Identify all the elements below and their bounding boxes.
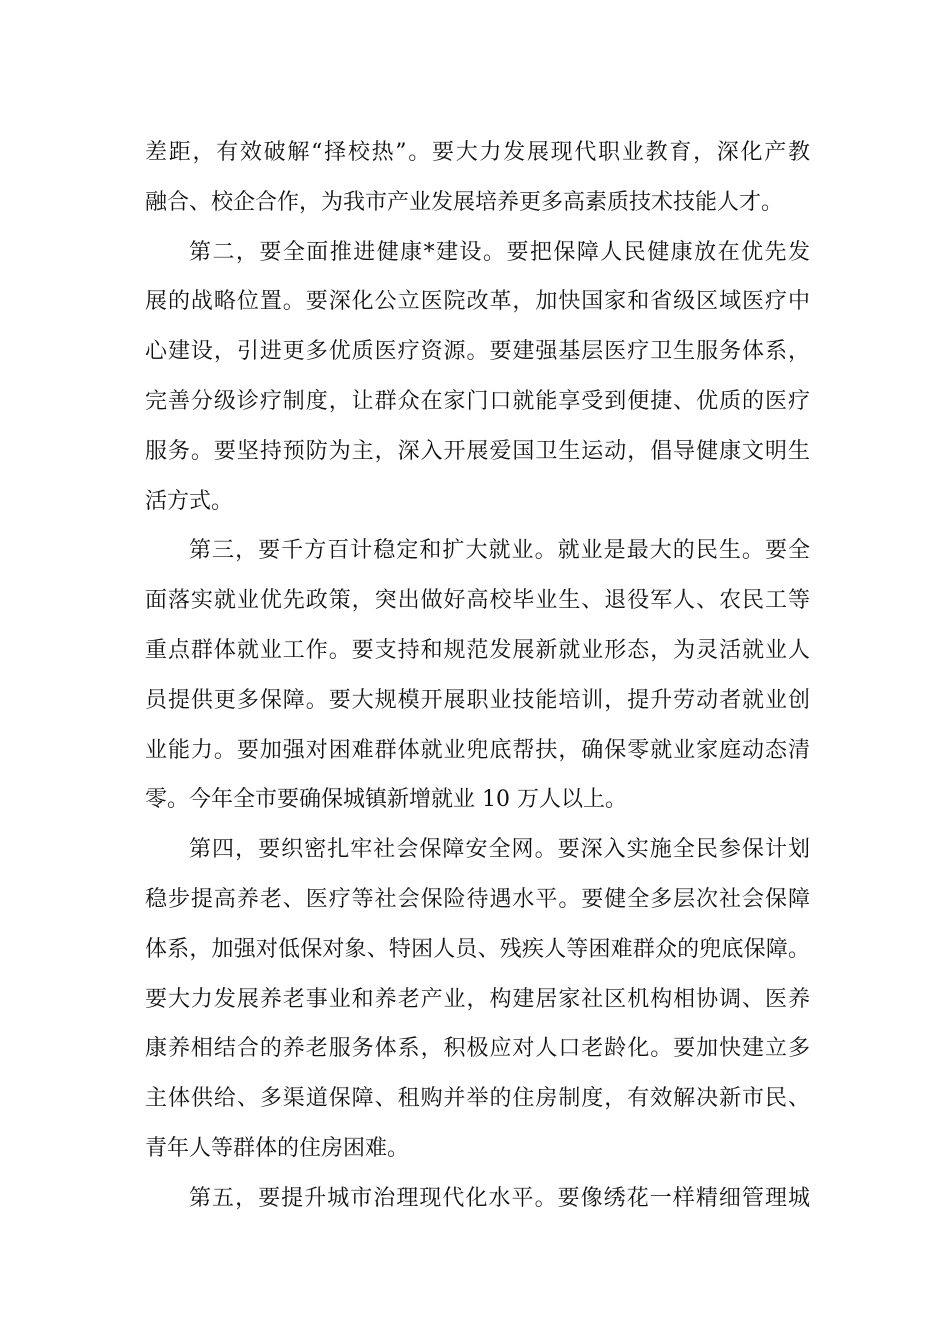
text-line: 员提供更多保障。要大规模开展职业技能培训，提升劳动者就业创 [145,687,810,713]
paragraph [145,1184,810,1234]
text-line: 第四，要织密扎牢社会保障安全网。要深入实施全民参保计划 [189,837,810,863]
paragraph [145,536,810,835]
text-line: 服务。要坚持预防为主，深入开展爱国卫生运动，倡导健康文明生 [145,438,810,464]
text-line: 业能力。要加强对困难群体就业兜底帮扶，确保零就业家庭动态清 [145,737,810,763]
text-line: 完善分级诊疗制度，让群众在家门口就能享受到便捷、优质的医疗 [145,388,810,414]
document-body [145,138,810,1234]
paragraph [145,138,810,238]
text-line: 心建设，引进更多优质医疗资源。要建强基层医疗卫生服务体系， [145,339,810,365]
text-line: 零。今年全市要确保城镇新增就业 10 万人以上。 [145,787,627,813]
text-line: 差距，有效破解“择校热”。要大力发展现代职业教育，深化产教 [145,140,810,165]
text-line: 第五，要提升城市治理现代化水平。要像绣花一样精细管理城 [189,1185,810,1211]
text-line: 重点群体就业工作。要支持和规范发展新就业形态，为灵活就业人 [145,637,810,663]
text-line: 第三，要千方百计稳定和扩大就业。就业是最大的民生。要全 [189,538,810,564]
paragraph [145,238,810,537]
paragraph [145,835,810,1184]
text-line: 展的战略位置。要深化公立医院改革，加快国家和省级区域医疗中 [145,289,810,315]
text-line: 面落实就业优先政策，突出做好高校毕业生、退役军人、农民工等 [145,588,810,614]
text-line: 主体供给、多渠道保障、租购并举的住房制度，有效解决新市民、 [145,1086,810,1112]
text-line: 康养相结合的养老服务体系，积极应对人口老龄化。要加快建立多 [145,1036,810,1062]
text-line: 要大力发展养老事业和养老产业，构建居家社区机构相协调、医养 [145,986,810,1012]
text-line: 第二，要全面推进健康*建设。要把保障人民健康放在优先发 [189,239,810,265]
text-line: 稳步提高养老、医疗等社会保险待遇水平。要健全多层次社会保障 [145,886,810,912]
text-line: 青年人等群体的住房困难。 [145,1135,410,1161]
text-line: 活方式。 [145,488,234,514]
text-line: 融合、校企合作，为我市产业发展培养更多高素质技术技能人才。 [145,189,784,215]
text-line: 体系，加强对低保对象、特困人员、残疾人等困难群众的兜底保障。 [145,936,810,962]
